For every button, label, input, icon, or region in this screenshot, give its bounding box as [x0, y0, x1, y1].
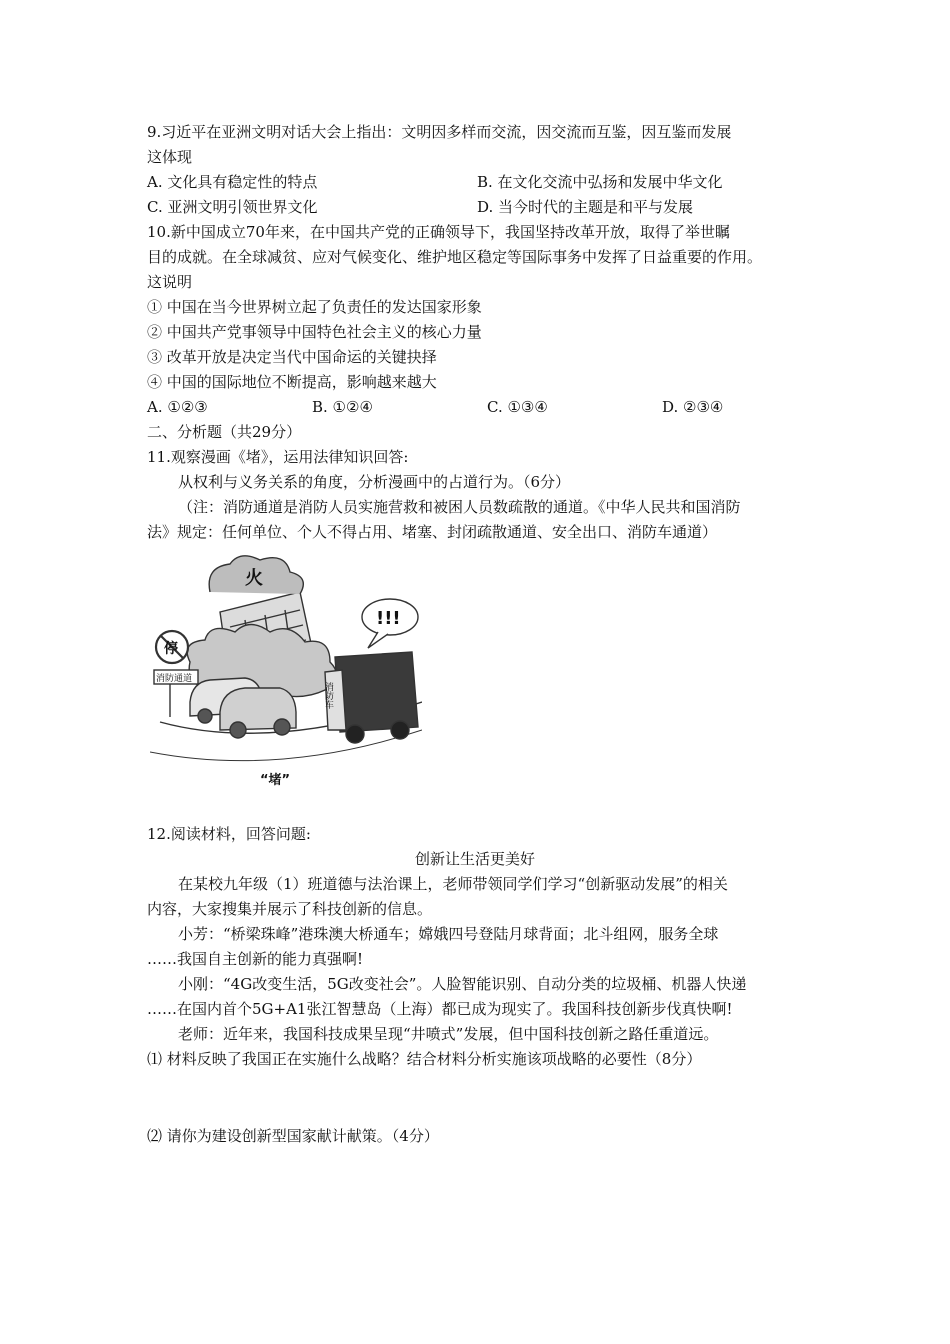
fire-char-label: 火: [245, 568, 263, 589]
q12-para2-line1: 小芳：“桥梁珠峰”港珠澳大桥通车；嫦娥四号登陆月球背面；北斗组网，服务全球: [178, 925, 719, 943]
q10-option-b: B. ①②④: [312, 398, 373, 416]
q10-stem-line2: 目的成就。在全球减贫、应对气候变化、维护地区稳定等国际事务中发挥了日益重要的作用。: [147, 248, 763, 266]
q12-para1-line1: 在某校九年级（1）班道德与法治课上，老师带领同学们学习“创新驱动发展”的相关: [178, 875, 728, 893]
q10-item-2: ② 中国共产党事领导中国特色社会主义的核心力量: [147, 323, 482, 341]
q12-para4: 老师：近年来，我国科技成果呈现“井喷式”发展，但中国科技创新之路任重道远。: [178, 1025, 719, 1043]
q10-item-1: ① 中国在当今世界树立起了负责任的发达国家形象: [147, 298, 482, 316]
q10-option-c: C. ①③④: [487, 398, 548, 416]
q12-sub-question-2: ⑵ 请你为建设创新型国家献计献策。（4分）: [147, 1127, 439, 1145]
q11-note-line2: 法》规定：任何单位、个人不得占用、堵塞、封闭疏散通道、安全出口、消防车通道）: [147, 523, 718, 541]
q12-para1-line2: 内容，大家搜集并展示了科技创新的信息。: [147, 900, 433, 918]
q9-option-b: B. 在文化交流中弘扬和发展中华文化: [477, 173, 723, 191]
q12-title: 12.阅读材料，回答问题:: [147, 825, 311, 843]
q9-stem-line1: 9.习近平在亚洲文明对话大会上指出：文明因多样而交流，因交流而互鉴，因互鉴而发展: [147, 123, 732, 141]
q10-option-d: D. ②③④: [662, 398, 724, 416]
cartoon-caption: “堵”: [260, 773, 291, 788]
q10-item-4: ④ 中国的国际地位不断提高，影响越来越大: [147, 373, 437, 391]
q10-option-a: A. ①②③: [147, 398, 208, 416]
q9-option-a: A. 文化具有稳定性的特点: [147, 173, 318, 191]
q10-stem-line1: 10.新中国成立70年来，在中国共产党的正确领导下，我国坚持改革开放，取得了举世瞩: [147, 223, 730, 241]
q9-option-d: D. 当今时代的主题是和平与发展: [477, 198, 694, 216]
q10-stem-line3: 这说明: [147, 273, 193, 291]
blocked-fire-lane-cartoon: [150, 552, 422, 792]
q9-stem-line2: 这体现: [147, 148, 193, 166]
fire-truck-label: 消防车: [323, 682, 333, 709]
q11-task: 从权利与义务关系的角度，分析漫画中的占道行为。（6分）: [178, 473, 571, 491]
q10-item-3: ③ 改革开放是决定当代中国命运的关键抉择: [147, 348, 437, 366]
q12-para3-line1: 小刚：“4G改变生活，5G改变社会”。人脸智能识别、自动分类的垃圾桶、机器人快递: [178, 975, 747, 993]
q12-sub-question-1: ⑴ 材料反映了我国正在实施什么战略？结合材料分析实施该项战略的必要性（8分）: [147, 1050, 702, 1068]
q12-material-heading: 创新让生活更美好: [414, 850, 535, 868]
q11-note-line1: （注：消防通道是消防人员实施营救和被困人员数疏散的通道。《中华人民共和国消防: [178, 498, 741, 516]
no-parking-char-label: 停: [164, 641, 178, 657]
q11-title: 11.观察漫画《堵》，运用法律知识回答:: [147, 448, 409, 466]
fire-lane-sign-label: 消防通道: [156, 674, 193, 684]
q12-para2-line2: ……我国自主创新的能力真强啊!: [147, 950, 364, 968]
exclamation-label: !!!: [376, 608, 401, 629]
q9-option-c: C. 亚洲文明引领世界文化: [147, 198, 318, 216]
section-2-heading: 二、分析题（共29分）: [147, 423, 302, 441]
q12-para3-line2: ……在国内首个5G+A1张江智慧岛（上海）都已成为现实了。我国科技创新步伐真快啊!: [147, 1000, 733, 1018]
